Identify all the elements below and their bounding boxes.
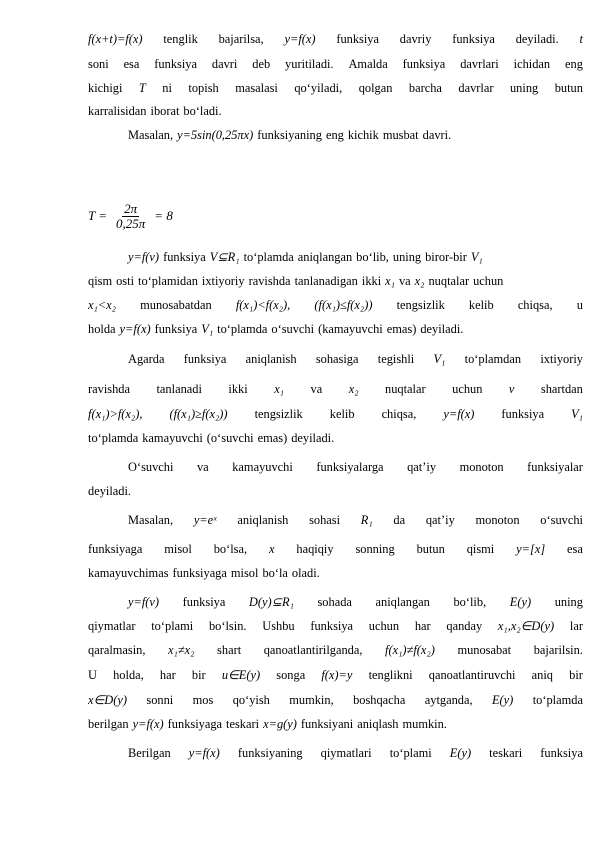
word: to‘plami [389,746,432,760]
word: oladi. [291,566,320,580]
text-line [88,296,583,315]
word: bo‘lsin. [208,619,247,633]
word: deyiladi. [515,32,559,46]
word: emas) [257,431,288,445]
word: va [196,460,209,474]
formula-fraction [114,202,147,231]
word: qolgan [358,81,393,95]
math-expression: (f(x₁)≥f(x₂)) [169,407,228,421]
word: funksiya [154,57,197,71]
word: osti [116,274,135,288]
word: karralisidan [88,104,147,118]
formula-rhs: = 8 [154,208,173,223]
word: (o‘suvchi [206,431,254,445]
word: monoton [459,460,504,474]
word: mumkin. [402,717,447,731]
word: holda [88,322,116,336]
word: teskari [489,746,523,760]
word: topish [188,81,219,95]
word: qat’iy [425,513,455,527]
word: Berilgan [128,746,171,760]
word: funksiya [310,619,354,633]
word: funksiyaga [172,566,227,580]
math-expression: V₁ [201,322,214,336]
word: Masalan, [128,128,174,142]
math-expression: u∈E(y) [221,668,261,682]
text-line [88,320,583,339]
word: eng [325,128,344,142]
word: bajarilsin. [533,643,583,657]
math-expression: x₁ [385,274,395,288]
word: chiqsa, [517,298,553,312]
word: har [159,668,176,682]
word: qiymatlar [88,619,136,633]
word: bo‘la [262,566,288,580]
math-expression: y=[x] [516,542,546,556]
word: to‘plamda [217,322,268,336]
word: kelib [468,298,494,312]
word: funksiyaning [257,128,322,142]
word: uchun [452,382,483,396]
word: bo‘lsa, [213,542,248,556]
word: har [414,619,431,633]
word: Ushbu [262,619,295,633]
math-expression: t [579,32,583,46]
word: songa [276,668,306,682]
word: ni [162,81,172,95]
word: davri [211,57,238,71]
word: Agarda [128,352,165,366]
word: davri. [422,128,452,142]
word: masalasi [235,81,278,95]
math-expression: y=f(x) [119,322,151,336]
math-expression: x₁≠x₂ [168,643,195,657]
text-line [128,744,583,763]
word: bir [569,668,583,682]
text-line [88,482,583,501]
word: nuqtalar [428,274,470,288]
formula-denominator: 0,25π [116,215,146,231]
word: deyiladi. [420,322,464,336]
word: teskari [226,717,260,731]
word: u [576,298,583,312]
word: funksiya [452,32,495,46]
word: (kamayuvchi [318,322,383,336]
word: munosabatdan [140,298,212,312]
word: munosabat [457,643,512,657]
word: funksiyalarga [316,460,384,474]
word: qaralmasin, [88,643,146,657]
word: funksiya [154,322,198,336]
text-line [88,617,583,636]
word: ixtiyoriy [201,274,245,288]
word: kamayuvchimas [88,566,169,580]
math-expression: x=g(y) [263,717,297,731]
math-expression: x₁ [274,382,284,396]
word: aniqlangan [297,250,353,264]
math-expression: D(y)⊆R₁ [248,595,294,609]
word: ikki [228,382,248,396]
word: mumkin, [289,693,334,707]
text-line [128,248,583,267]
word: funksiyaga [88,542,143,556]
word: emas) [386,322,417,336]
word: aniqlash [357,717,399,731]
text-line [88,715,583,734]
word: kamayuvchi [232,460,293,474]
word: tanlanadigan [294,274,358,288]
word: soni [88,57,109,71]
math-expression: x₂ [348,382,359,396]
word: sohasiga [315,352,359,366]
word: aniq [531,668,554,682]
math-expression: V⊆R₁ [209,250,240,264]
word: sohasi [309,513,341,527]
word: uning [509,81,539,95]
word: yuritiladi. [285,57,334,71]
math-expression: y=f(x) [188,746,220,760]
math-expression: (f(x₁)≤f(x₂)) [314,298,373,312]
word: bo‘lib, [356,250,389,264]
math-expression: f(x₁)>f(x₂), [88,407,143,421]
word: esa [123,57,140,71]
word: Amalda [348,57,388,71]
text-line [88,380,583,399]
word: funksiyaga [167,717,223,731]
math-expression: f(x₁)<f(x₂), [235,298,291,312]
math-expression: x [268,542,275,556]
word: monoton [475,513,520,527]
word: aniqlangan [375,595,430,609]
word: davrlar [458,81,494,95]
text-line [88,79,583,98]
word: ravishda [88,382,130,396]
math-expression: y=f(v) [128,250,160,264]
word: holda, [113,668,144,682]
word: to‘plamdan [464,352,522,366]
formula-lhs: T = [88,208,108,223]
word: funksiya [182,595,226,609]
word: tengsizlik [396,298,445,312]
word: kamayuvchi [142,431,203,445]
word: biror-bir [425,250,467,264]
text-line [88,272,583,291]
word: uning [554,595,583,609]
word: esa [567,542,583,556]
period-formula [88,196,173,236]
math-expression: f(x+t)=f(x) [88,32,143,46]
word: ikki [361,274,382,288]
math-expression: f(x)=y [321,668,353,682]
math-expression: y=eˣ [193,513,217,527]
text-line [88,429,583,448]
word: to‘plamda [243,250,294,264]
text-line [88,691,583,710]
word: qanday [446,619,483,633]
word: chiqsa, [381,407,417,421]
math-expression: x₁,x₂∈D(y) [497,619,555,633]
text-line [88,666,583,685]
word: qanoatlantirilganda, [263,643,363,657]
word: funksiya [163,250,206,264]
text-line [88,641,583,660]
math-expression: V₁ [470,250,483,264]
word: ichidan [513,57,551,71]
word: funksiyaning [237,746,303,760]
word: funksiyalar [527,460,583,474]
formula-numerator: 2π [124,200,138,216]
text-line [88,102,583,121]
math-expression: x₁<x₂ [88,298,116,312]
word: aniqlanish [237,513,289,527]
word: shart [217,643,242,657]
math-expression: x∈D(y) [88,693,127,707]
word: funksiyani [300,717,354,731]
word: uning [392,250,422,264]
word: haqiqiy [296,542,334,556]
math-expression: y=f(x) [443,407,475,421]
word: ixtiyoriy [540,352,583,366]
word: sonning [355,542,395,556]
math-expression: x₂ [414,274,425,288]
word: sohada [317,595,352,609]
math-expression: E(y) [449,746,472,760]
text-line [88,540,583,559]
word: aytganda, [424,693,473,707]
word: Masalan, [128,513,174,527]
word: U [88,668,97,682]
word: va [310,382,323,396]
math-expression: v [508,382,515,396]
word: iborat [150,104,180,118]
word: butun [416,542,445,556]
word: misol [230,566,259,580]
text-line [128,593,583,612]
word: qo‘yiladi, [294,81,343,95]
word: butun [554,81,583,95]
word: funksiya [501,407,545,421]
word: sonni [146,693,174,707]
word: funksiya [402,57,446,71]
word: qanoatlantiruvchi [428,668,516,682]
word: tegishli [377,352,415,366]
word: eng [565,57,583,71]
word: bir [191,668,206,682]
word: aniqlanish [245,352,297,366]
math-expression: E(y) [509,595,532,609]
text-line [128,126,583,145]
math-expression: y=f(x) [132,717,164,731]
text-line [88,55,583,74]
word: nuqtalar [385,382,426,396]
text-line [88,30,583,49]
math-expression: f(x₁)≠f(x₂) [385,643,435,657]
math-expression: V₁ [571,407,583,421]
word: qismi [466,542,495,556]
word: da [393,513,406,527]
word: o‘suvchi [271,322,315,336]
word: bajarilsa, [218,32,264,46]
word: davriy [399,32,432,46]
word: musbat [382,128,419,142]
word: deyiladi. [291,431,335,445]
math-expression: T [138,81,146,95]
word: lar [569,619,583,633]
word: to‘plamda [88,431,139,445]
word: kelib [329,407,355,421]
word: uchun [368,619,400,633]
word: mos [192,693,214,707]
word: tenglik [163,32,198,46]
text-line [88,405,583,424]
word: to‘plami [151,619,194,633]
word: berilgan [88,717,129,731]
word: qiymatlari [320,746,372,760]
math-expression: y=f(v) [128,595,160,609]
word: o‘suvchi [540,513,583,527]
math-expression: R₁ [360,513,373,527]
word: funksiya [540,746,583,760]
word: funksiya [183,352,227,366]
word: bo‘lib, [453,595,487,609]
word: qat’iy [407,460,437,474]
word: uchun [473,274,504,288]
word: shartdan [540,382,583,396]
word: O‘suvchi [128,460,174,474]
math-expression: E(y) [491,693,514,707]
word: tengsizlik [254,407,303,421]
text-line [128,458,583,477]
math-expression: y=f(x) [284,32,316,46]
word: qo‘yish [232,693,270,707]
math-expression: y=5sin(0,25πx) [177,128,254,142]
word: bo‘ladi. [183,104,222,118]
word: va [398,274,411,288]
text-line [128,350,583,369]
word: to‘plamidan [138,274,198,288]
text-line [128,511,583,530]
word: funksiya [336,32,379,46]
word: kichigi [88,81,123,95]
math-expression: V₁ [433,352,446,366]
word: qism [88,274,113,288]
word: ravishda [248,274,291,288]
word: misol [164,542,192,556]
word: tenglikni [368,668,413,682]
word: deyiladi. [88,484,132,498]
word: kichik [347,128,379,142]
text-line [88,564,583,583]
word: to‘plamda [532,693,583,707]
word: barcha [408,81,442,95]
word: tanlanadi [156,382,202,396]
word: davrlari [460,57,499,71]
word: deb [252,57,271,71]
word: boshqacha [353,693,406,707]
